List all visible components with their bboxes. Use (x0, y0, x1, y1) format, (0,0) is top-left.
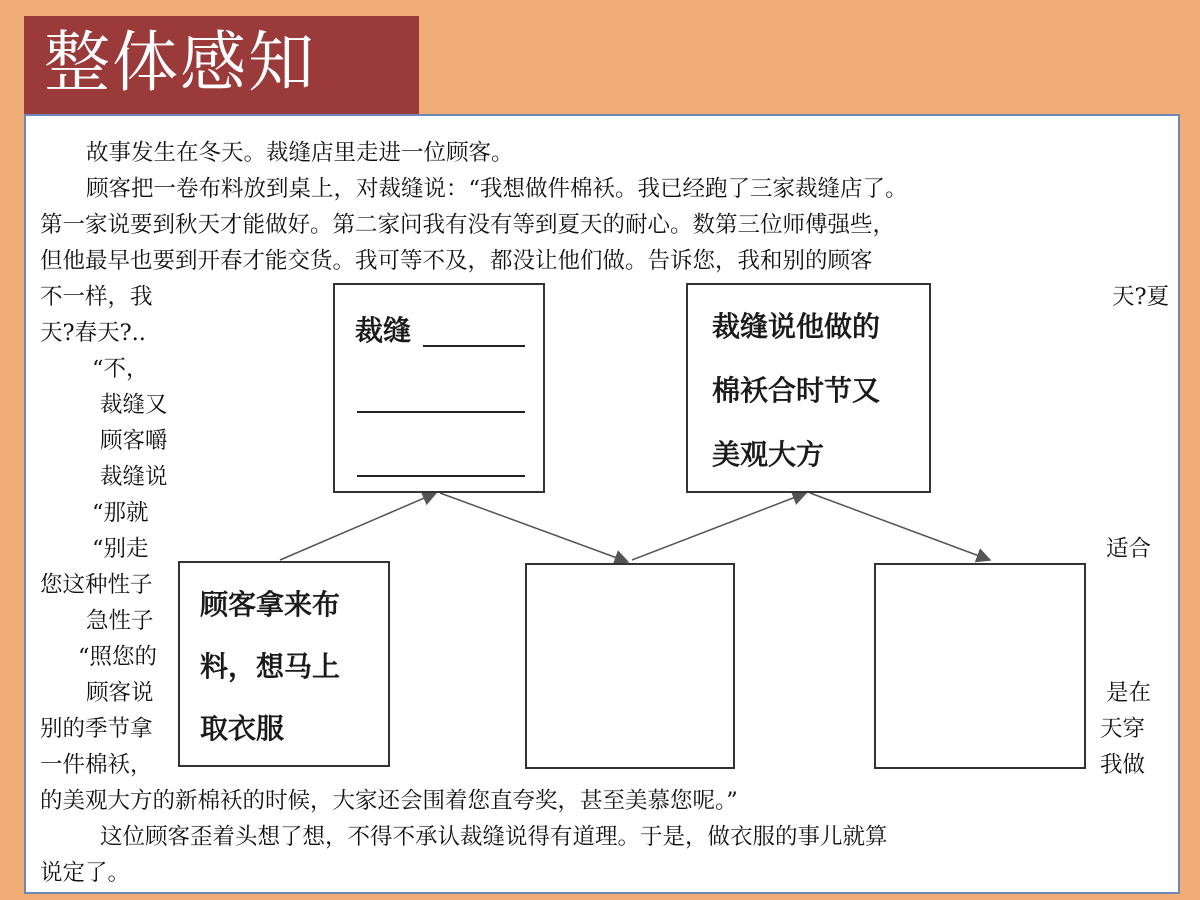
story-fragment: 是在 (1106, 680, 1152, 706)
story-line: “照您的 (78, 644, 158, 670)
box-customer-line: 顾客拿来布 (200, 588, 341, 621)
story-text-panel (24, 114, 1180, 894)
story-line: 的美观大方的新棉袄的时候，大家还会围着您直夸奖，甚至美慕您呢。” (40, 788, 738, 814)
story-line: 这位顾客歪着头想了想，不得不承认裁缝说得有道理。于是，做衣服的事儿就算 (100, 824, 888, 850)
story-line: “那就 (92, 500, 149, 526)
story-line: 故事发生在冬天。裁缝店里走进一位顾客。 (86, 140, 514, 166)
story-line: 裁缝说 (100, 464, 168, 490)
box-customer-line: 取衣服 (200, 712, 285, 745)
story-line: “不， (92, 356, 149, 382)
story-line: 裁缝又 (100, 392, 168, 418)
box-tailor-label: 裁缝 (355, 314, 412, 347)
story-fragment: 天穿 (1100, 716, 1146, 742)
box-tailor-says-line: 棉袄合时节又 (712, 374, 881, 407)
story-line: “别走 (92, 536, 149, 562)
box-tailor-says-line: 美观大方 (712, 438, 825, 471)
story-fragment: 天?夏 (1112, 284, 1170, 310)
story-fragment: 适合 (1106, 536, 1152, 562)
story-line: 急性子 (86, 608, 154, 634)
story-line: 但他最早也要到开春才能交货。我可等不及，都没让他们做。告诉您，我和别的顾客 (40, 248, 873, 274)
story-line: 顾客把一卷布料放到桌上，对裁缝说：“我想做件棉袄。我已经跑了三家裁缝店了。 (86, 176, 908, 202)
story-line: 顾客说 (86, 680, 154, 706)
page-title: 整体感知 (44, 24, 316, 101)
story-line: 不一样，我 (40, 284, 153, 310)
story-fragment: 我做 (1100, 752, 1146, 778)
story-line: 第一家说要到秋天才能做好。第二家问我有没有等到夏天的耐心。数第三位师傅强些， (40, 212, 896, 238)
story-line: 天?春天?.. (40, 320, 146, 346)
box-customer-line: 料，想马上 (200, 650, 341, 683)
story-line: 说定了。 (40, 860, 131, 886)
story-line: 您这种性子 (40, 572, 153, 598)
box-tailor-says-line: 裁缝说他做的 (712, 310, 881, 343)
story-line: 顾客嚼 (100, 428, 168, 454)
story-line: 别的季节拿 (40, 716, 153, 742)
title-banner (24, 16, 419, 116)
story-line: 一件棉袄， (40, 752, 153, 778)
